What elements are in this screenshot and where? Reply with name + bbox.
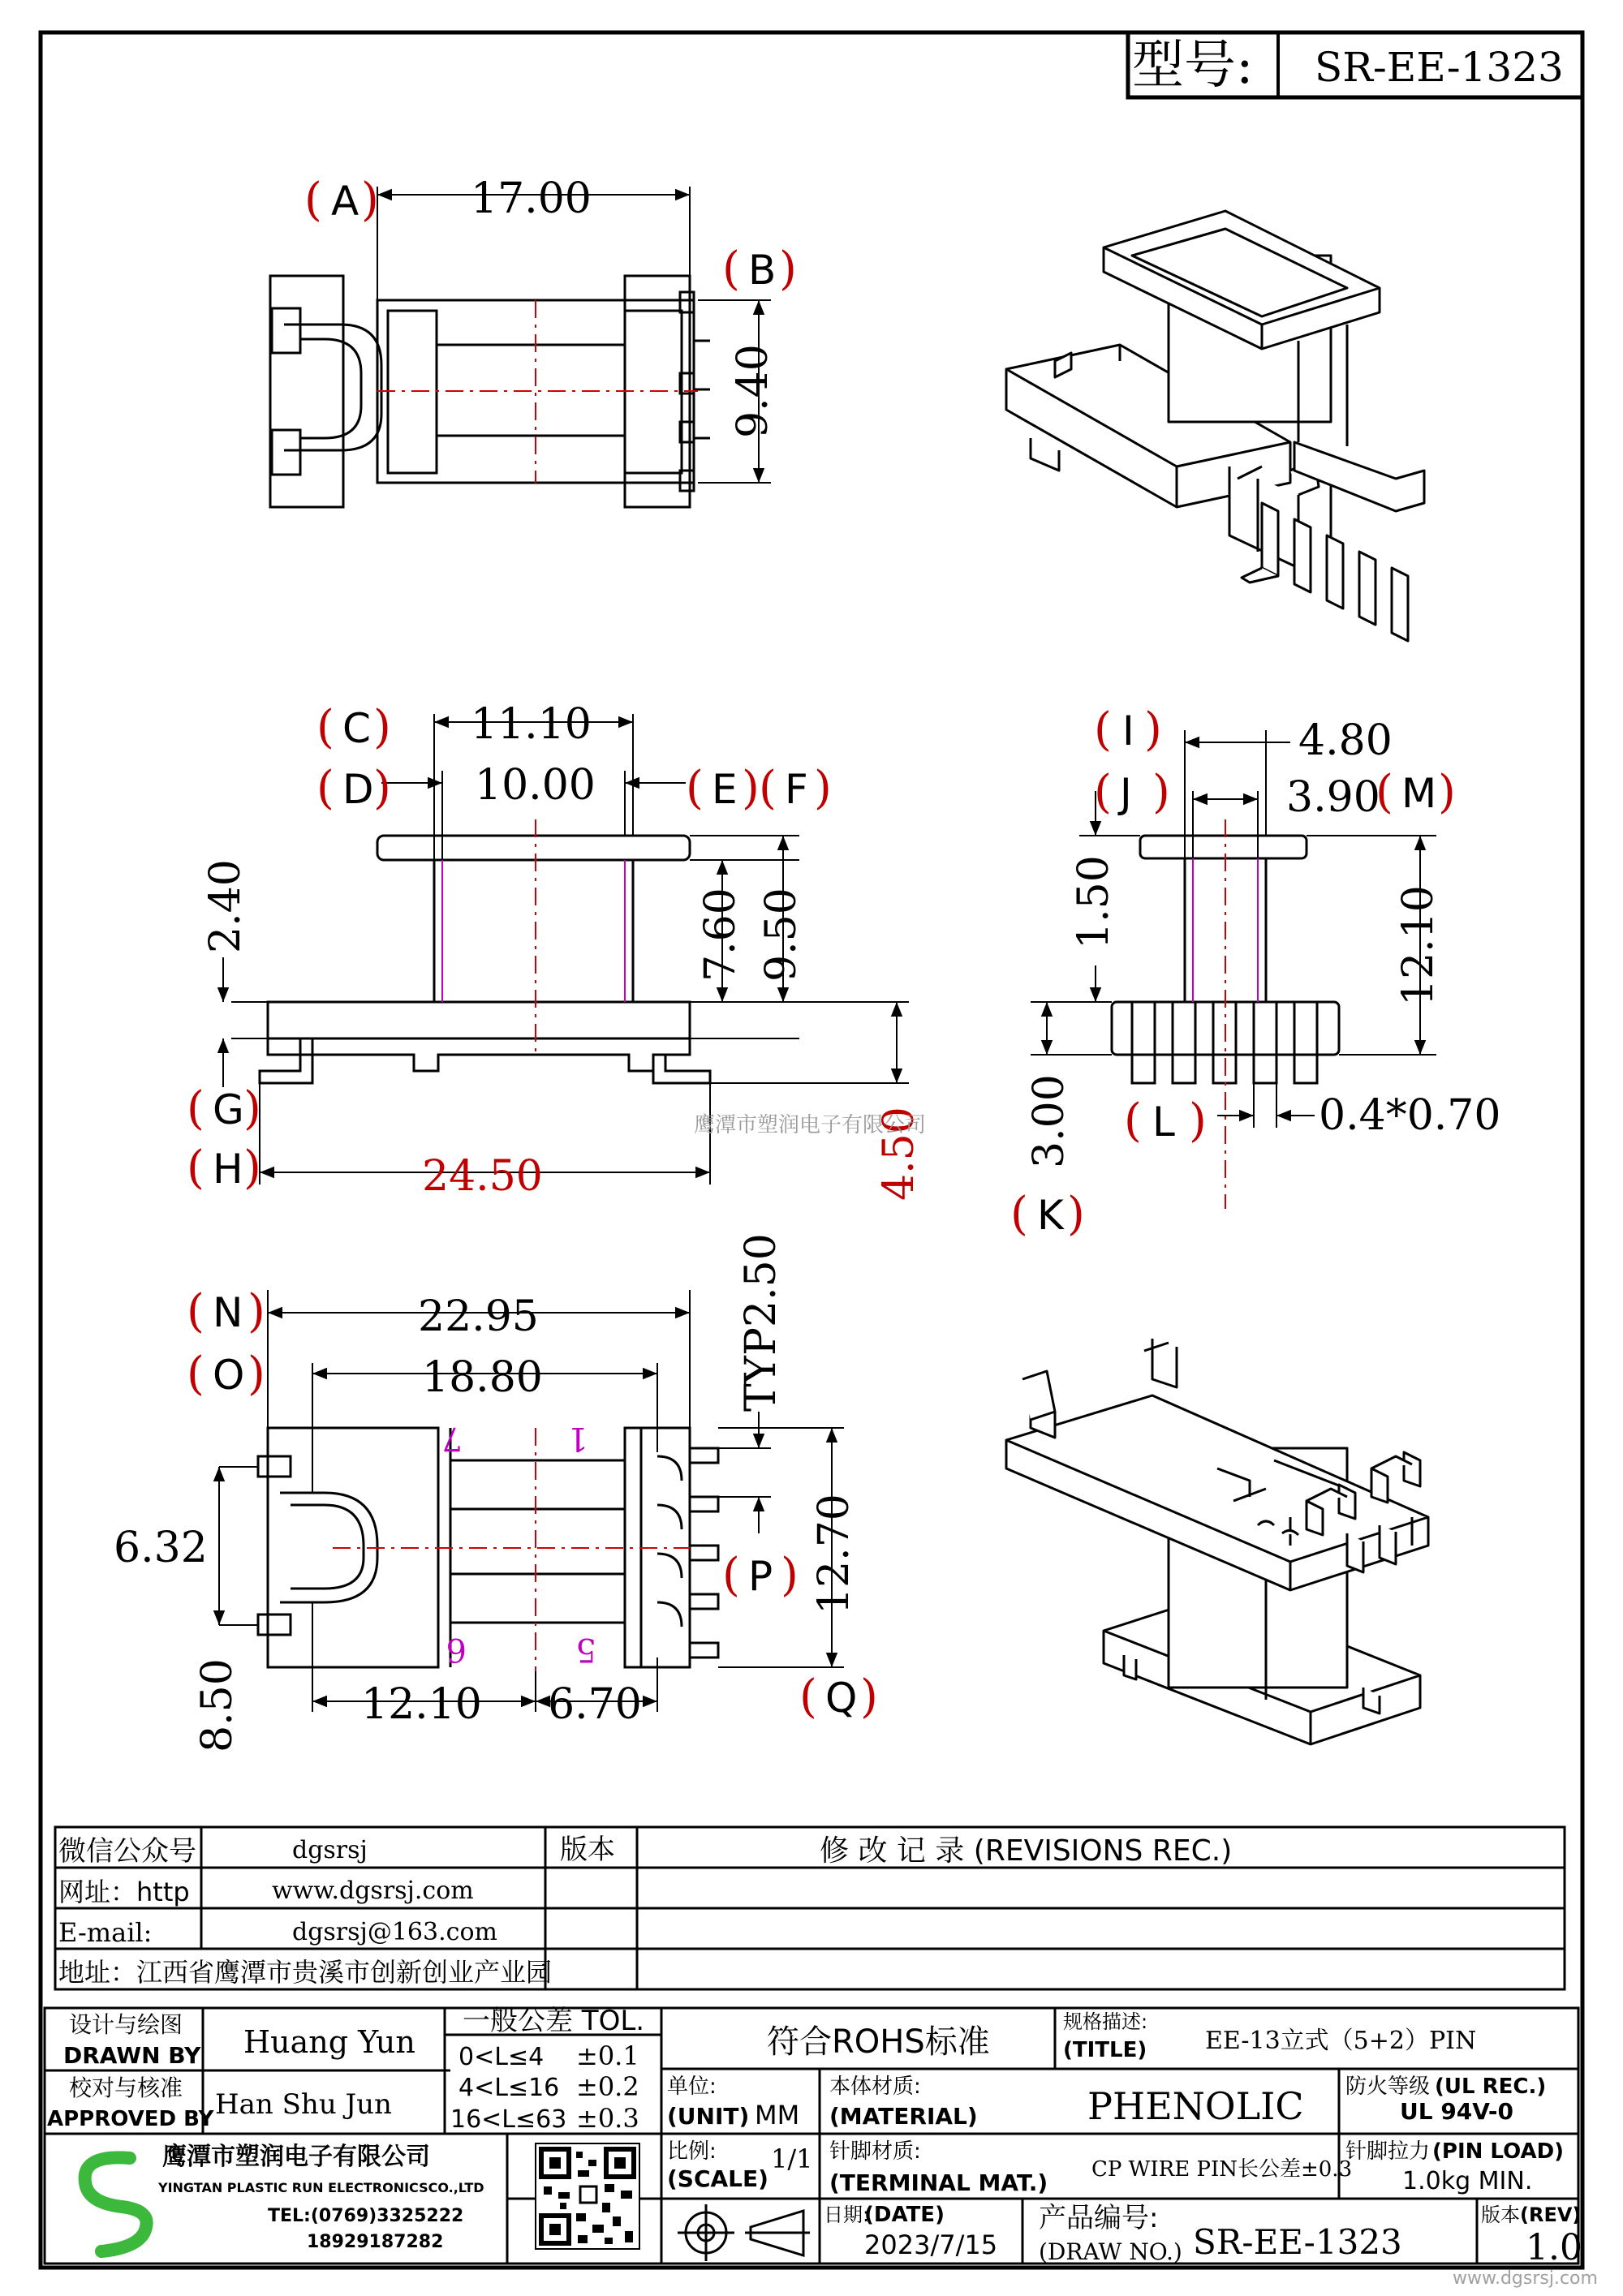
- callout-m: [1375, 766, 1456, 819]
- company-name-en: YINGTAN PLASTIC RUN ELECTRONICSCO.,LTD: [158, 2180, 484, 2195]
- callout-g: [187, 1082, 261, 1135]
- model-header: [1128, 32, 1582, 97]
- svg-text:(: (: [722, 1549, 740, 1602]
- material-value: PHENOLIC: [1087, 2084, 1304, 2128]
- pinload-label-cn: 针脚拉力: [1345, 2139, 1431, 2164]
- front-pin-lines: [442, 860, 625, 1002]
- drawno-label-cn: 产品编号:: [1039, 2202, 1159, 2234]
- drawn-by-cn: 设计与绘图: [69, 2011, 183, 2038]
- watermark: 鹰潭市塑润电子有限公司: [694, 1113, 927, 1137]
- dim-n-width: 22.95: [418, 1292, 539, 1341]
- dim-flange-thk: 2.40: [201, 859, 250, 953]
- svg-text:I: I: [1122, 707, 1134, 755]
- unit-label-en: (UNIT): [667, 2103, 750, 2130]
- drawn-by-en: DRAWN BY: [63, 2042, 201, 2069]
- date-label-en: (DATE): [864, 2203, 945, 2227]
- drawno-value: SR-EE-1323: [1193, 2222, 1402, 2262]
- dim-pitch: TYP2.50: [737, 1233, 786, 1412]
- svg-text:): ): [779, 243, 797, 295]
- unit-value: MM: [755, 2100, 800, 2130]
- date-value: 2023/7/15: [864, 2229, 998, 2260]
- svg-text:(: (: [187, 1082, 204, 1135]
- wechat-label: 微信公众号: [58, 1835, 196, 1868]
- dim-x2: 6.70: [548, 1680, 642, 1729]
- svg-text:(: (: [316, 762, 334, 815]
- dim-x1: 12.10: [361, 1680, 482, 1729]
- svg-text:): ): [243, 1082, 261, 1135]
- dim-p: 6.32: [114, 1524, 208, 1572]
- dim-pin-size: 0.4*0.70: [1319, 1091, 1501, 1140]
- pin-label-1: 1: [567, 1420, 588, 1457]
- rev-value: 1.0: [1526, 2227, 1582, 2268]
- svg-text:G: G: [213, 1086, 244, 1133]
- tolerance-title: 一般公差 TOL.: [463, 2005, 645, 2037]
- spec-value: EE-13立式（5+2）PIN: [1205, 2027, 1477, 2055]
- dim-row-dist: 8.50: [193, 1658, 242, 1752]
- svg-text:(: (: [187, 1285, 204, 1338]
- model-label: 型号:: [1132, 36, 1254, 96]
- tol-value-2: ±0.2: [576, 2071, 639, 2102]
- dim-q-height: 12.70: [810, 1494, 859, 1615]
- svg-text:D: D: [342, 766, 374, 813]
- approved-by-name: Han Shu Jun: [215, 2088, 392, 2121]
- dim-e-height: 7.60: [696, 888, 745, 982]
- svg-text:): ): [814, 762, 832, 815]
- callout-p: [722, 1549, 799, 1602]
- dim-o-width: 18.80: [422, 1353, 543, 1402]
- tol-range-3: 16<L≤63: [450, 2105, 567, 2134]
- email-value: dgsrsj@163.com: [292, 1918, 497, 1946]
- tol-range-2: 4<L≤16: [458, 2074, 560, 2102]
- pinload-value: 1.0kg MIN.: [1402, 2167, 1533, 2195]
- svg-text:(: (: [1094, 766, 1112, 819]
- svg-text:): ): [742, 762, 760, 815]
- svg-text:): ): [860, 1670, 878, 1723]
- dim-stand-off: 3.00: [1025, 1074, 1074, 1168]
- svg-text:Q: Q: [825, 1675, 858, 1722]
- terminal-value: CP WIRE PIN长公差±0.3: [1091, 2157, 1353, 2182]
- svg-text:N: N: [213, 1289, 243, 1336]
- svg-text:O: O: [213, 1352, 245, 1399]
- rev-label-en: (REV): [1520, 2204, 1582, 2226]
- address: 地址：江西省鹰潭市贵溪市创新创业产业园: [58, 1957, 553, 1988]
- svg-text:): ): [248, 1285, 265, 1338]
- isometric-view-top: [1006, 211, 1424, 641]
- isometric-view-bottom: [1006, 1339, 1428, 1744]
- callout-a: [304, 174, 379, 226]
- dim-b-height: 9.40: [729, 344, 777, 438]
- svg-text:K: K: [1037, 1192, 1064, 1239]
- fire-value: UL 94V-0: [1400, 2098, 1514, 2125]
- svg-text:(: (: [187, 1348, 204, 1400]
- fire-label-cn: 防火等级: [1345, 2075, 1431, 2099]
- drawn-by-name: Huang Yun: [243, 2024, 415, 2060]
- callout-b: [722, 243, 797, 295]
- email-label: E-mail:: [58, 1917, 153, 1948]
- callout-q: [799, 1670, 878, 1723]
- drawing-border: [41, 32, 1582, 2268]
- pin-label-7: 7: [441, 1420, 463, 1457]
- svg-text:(: (: [187, 1142, 204, 1194]
- revisions-version-label: 版本: [560, 1834, 615, 1866]
- wechat-value: dgsrsj: [292, 1836, 368, 1864]
- dim-pin-len: 4.50: [875, 1107, 923, 1201]
- svg-text:(: (: [686, 762, 704, 815]
- dim-base-height: 1.50: [1070, 855, 1118, 949]
- svg-text:(: (: [759, 762, 777, 815]
- pinload-label-en: (PIN LOAD): [1432, 2139, 1565, 2164]
- callout-f: [759, 762, 832, 815]
- scale-label-en: (SCALE): [667, 2165, 768, 2192]
- dim-d-width: 10.00: [475, 761, 596, 810]
- svg-text:(: (: [1375, 766, 1393, 819]
- date-label-cn: 日期:: [824, 2204, 870, 2226]
- corner-watermark: www.dgsrsj.com: [1453, 2268, 1598, 2289]
- fire-label-en: (UL REC.): [1435, 2075, 1547, 2099]
- tol-value-1: ±0.1: [576, 2040, 639, 2071]
- dim-side-inner: 3.90: [1286, 773, 1380, 822]
- svg-text:M: M: [1401, 770, 1437, 817]
- svg-text:J: J: [1120, 770, 1132, 817]
- callout-d: [316, 762, 391, 815]
- scale-value: 1/1: [771, 2143, 813, 2174]
- tol-range-1: 0<L≤4: [458, 2043, 545, 2071]
- pin-label-5: 5: [575, 1631, 596, 1668]
- svg-text:E: E: [712, 766, 738, 813]
- tol-value-3: ±0.3: [576, 2103, 639, 2134]
- svg-text:): ): [1152, 766, 1170, 819]
- web-value: www.dgsrsj.com: [272, 1877, 474, 1905]
- svg-text:): ): [373, 701, 391, 754]
- svg-text:L: L: [1152, 1099, 1175, 1146]
- svg-text:P: P: [748, 1553, 773, 1600]
- dim-side-height: 12.10: [1394, 885, 1443, 1006]
- unit-label-cn: 单位:: [667, 2075, 717, 2099]
- drawno-label-en: (DRAW NO.): [1039, 2238, 1182, 2265]
- svg-text:(: (: [722, 243, 740, 295]
- svg-text:): ): [243, 1142, 261, 1194]
- company-name-cn: 鹰潭市塑润电子有限公司: [162, 2143, 430, 2171]
- web-label: 网址：http: [58, 1877, 190, 1907]
- callout-n: [187, 1285, 265, 1338]
- dim-side-width: 4.80: [1298, 716, 1393, 765]
- svg-text:): ): [248, 1348, 265, 1400]
- svg-text:C: C: [342, 705, 371, 752]
- svg-text:): ): [373, 762, 391, 815]
- callout-o: [187, 1348, 265, 1400]
- callout-l: [1124, 1094, 1207, 1147]
- svg-text:(: (: [799, 1670, 817, 1723]
- spec-label-cn: 规格描述:: [1063, 2010, 1148, 2033]
- pin-label-6: 6: [446, 1631, 467, 1668]
- svg-text:): ): [1438, 766, 1456, 819]
- revisions-title: 修 改 记 录 (REVISIONS REC.): [820, 1834, 1233, 1868]
- dim-f-height: 9.50: [757, 888, 806, 982]
- svg-text:(: (: [1010, 1188, 1028, 1240]
- company-logo-icon: [85, 2157, 147, 2251]
- terminal-label-en: (TERMINAL MAT.): [829, 2169, 1048, 2196]
- svg-text:): ): [781, 1549, 799, 1602]
- rev-label-cn: 版本: [1481, 2204, 1520, 2226]
- svg-text:): ): [1189, 1094, 1207, 1147]
- svg-text:A: A: [331, 178, 359, 225]
- callout-e: [686, 762, 760, 815]
- svg-text:B: B: [748, 247, 777, 294]
- svg-text:(: (: [1094, 703, 1112, 756]
- projection-symbol-icon: [678, 2204, 810, 2261]
- svg-text:F: F: [785, 766, 808, 813]
- svg-text:): ): [1144, 703, 1162, 756]
- svg-text:(: (: [316, 701, 334, 754]
- material-label-en: (MATERIAL): [829, 2103, 978, 2130]
- terminal-label-cn: 针脚材质:: [829, 2139, 921, 2164]
- svg-text:(: (: [1124, 1094, 1142, 1147]
- spec-label-en: (TITLE): [1063, 2038, 1147, 2062]
- material-label-cn: 本体材质:: [829, 2075, 921, 2099]
- dim-a-width: 17.00: [471, 174, 592, 223]
- rohs-compliance: 符合ROHS标准: [767, 2023, 990, 2061]
- qr-code-icon: [536, 2143, 639, 2249]
- model-value: SR-EE-1323: [1315, 44, 1564, 91]
- callout-i: [1094, 703, 1162, 756]
- company-tel: TEL:(0769)3325222: [268, 2206, 464, 2226]
- scale-label-cn: 比例:: [667, 2139, 717, 2164]
- dim-total-width: 24.50: [422, 1152, 543, 1201]
- svg-text:H: H: [213, 1146, 243, 1193]
- svg-text:): ): [1067, 1188, 1085, 1240]
- front-view: [260, 836, 710, 1083]
- svg-text:(: (: [304, 174, 322, 226]
- dim-c-width: 11.10: [471, 700, 592, 749]
- callout-k: [1010, 1188, 1085, 1240]
- callout-c: [316, 701, 391, 754]
- callout-j: [1094, 766, 1170, 819]
- svg-text:): ): [361, 174, 379, 226]
- approved-by-en: APPROVED BY: [47, 2107, 214, 2131]
- callout-h: [187, 1142, 261, 1194]
- company-mobile: 18929187282: [307, 2232, 444, 2252]
- approved-by-cn: 校对与核准: [69, 2075, 183, 2101]
